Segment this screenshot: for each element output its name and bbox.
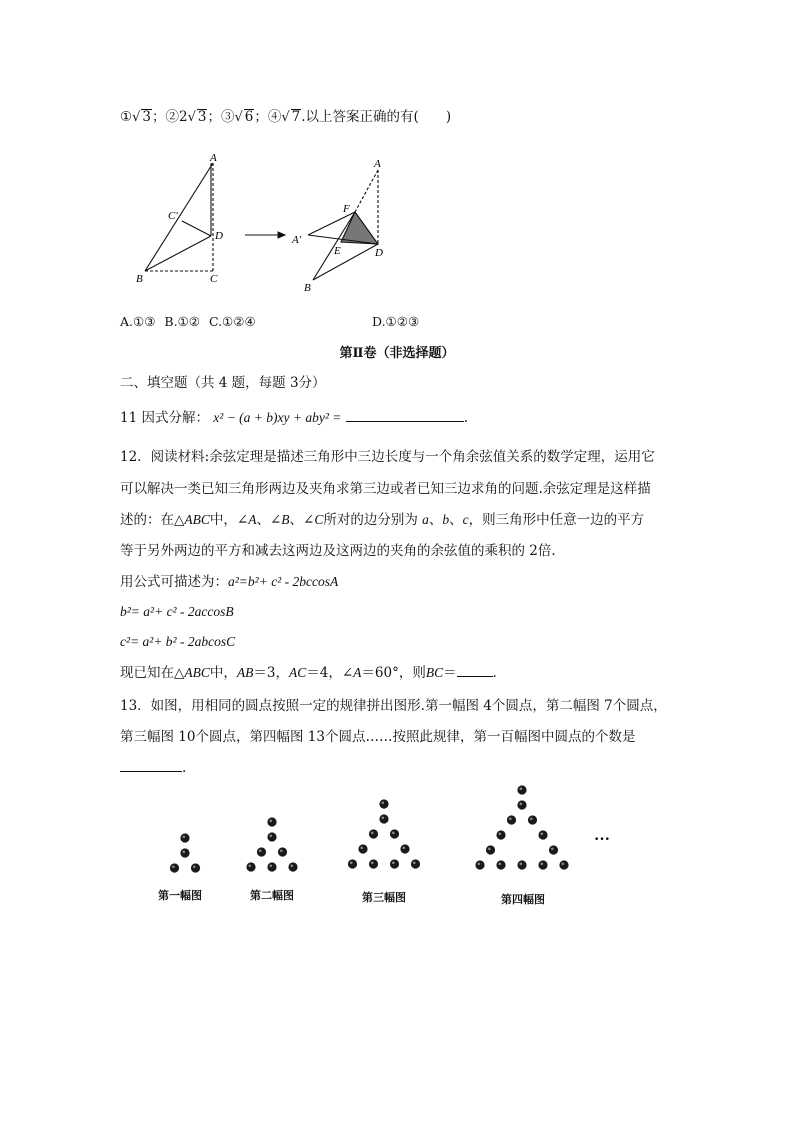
dot-highlight <box>270 820 273 823</box>
q12-given-text: ＝4，∠ <box>306 665 354 681</box>
q12-given-line <box>120 664 506 682</box>
q11-line: 11 因式分解： x² − (a + b)xy + aby² = . <box>120 410 468 426</box>
option-2-label: ；②2 <box>152 109 188 125</box>
label-d: D <box>215 230 223 242</box>
choice-d[interactable]: D.①②③ <box>372 314 420 329</box>
dot-highlight <box>520 788 523 791</box>
dot <box>517 860 526 869</box>
q13-line-3 <box>120 759 186 777</box>
q12-given-var: BC <box>425 665 444 680</box>
dot-highlight <box>193 866 196 869</box>
dot-highlight <box>350 862 353 865</box>
right-triangle <box>308 170 378 280</box>
q12-text: 所对的边分别为 <box>323 512 423 528</box>
dot <box>517 785 526 794</box>
dot-highlight <box>530 818 533 821</box>
dot <box>538 830 547 839</box>
ellipsis: ··· <box>594 831 611 848</box>
dot <box>411 859 420 868</box>
q12-given-var: ABC <box>184 665 210 680</box>
dot-pattern-figure <box>0 780 794 900</box>
dot-highlight <box>478 863 481 866</box>
dot-highlight <box>361 847 364 850</box>
dot-highlight <box>551 848 554 851</box>
label-f: F <box>343 203 350 215</box>
dot <box>170 863 179 872</box>
option-3-radicand: 6 <box>244 109 254 125</box>
dot <box>369 829 378 838</box>
caption-figure-1: 第一幅图 <box>158 889 202 902</box>
dot-highlight <box>403 847 406 850</box>
dot-highlight <box>392 832 395 835</box>
label-aprime: A' <box>292 234 302 246</box>
q12-line-3 <box>120 511 644 529</box>
shaded-triangle <box>341 212 378 244</box>
sqrt-icon: √ <box>187 110 196 125</box>
q12-text: 、 <box>428 512 443 528</box>
q12-given-text: ． <box>492 665 507 681</box>
formula-1: a²=b²+ c² - 2bccosA <box>228 574 339 589</box>
q13-line-1: 13．如图，用相同的圆点按照一定的规律拼出图形.第一幅图 4个圆点，第二幅图 7个圆点， <box>120 698 667 714</box>
triangle-fold-figure <box>130 148 420 298</box>
q10-question-suffix: .以上答案正确的有( ) <box>301 109 452 125</box>
q10-choices <box>120 313 256 331</box>
caption-figure-2: 第二幅图 <box>250 889 294 902</box>
label-d-right: D <box>375 247 383 259</box>
dot-highlight <box>183 836 186 839</box>
dot <box>358 844 367 853</box>
dot-highlight <box>488 848 491 851</box>
dot-highlight <box>499 833 502 836</box>
label-b: B <box>136 273 143 285</box>
q12-given-text: ＝60°，则 <box>361 665 426 681</box>
q11-prefix: 11 因式分解： <box>120 410 209 426</box>
dot-highlight <box>280 850 283 853</box>
label-c: C <box>210 273 218 285</box>
q12-formula-3: c²= a²+ b² - 2abcosC <box>120 634 236 649</box>
q12-given-var: AC <box>288 665 307 680</box>
dot-highlight <box>413 862 416 865</box>
option-4-radicand: 7 <box>291 109 301 125</box>
dot-highlight <box>392 862 395 865</box>
segment-a-f-dashed <box>355 170 378 212</box>
q12-var: a <box>422 512 429 527</box>
label-b-right: B <box>304 282 311 294</box>
dot <box>507 815 516 824</box>
q12-formula-2: b²= a²+ c² - 2accosB <box>120 604 234 619</box>
caption-figure-3: 第三幅图 <box>362 891 406 904</box>
q12-text: 、∠ <box>256 512 282 528</box>
dot-highlight <box>520 863 523 866</box>
dot-highlight <box>172 866 175 869</box>
dot <box>278 847 287 856</box>
dot <box>496 830 505 839</box>
q12-given-text: ＝3， <box>253 665 289 681</box>
dot <box>191 863 200 872</box>
choice-a[interactable]: A.①③ <box>120 314 156 329</box>
dot <box>257 847 266 856</box>
segment-d-b <box>313 244 378 280</box>
q12-var: B <box>281 512 290 527</box>
dot-highlight <box>371 832 374 835</box>
caption-figure-4: 第四幅图 <box>501 893 545 906</box>
dot-highlight <box>499 863 502 866</box>
q12-text: 、 <box>449 512 463 528</box>
label-e: E <box>334 245 341 257</box>
q12-given-var: AB <box>236 665 254 680</box>
dot-highlight <box>541 833 544 836</box>
dot <box>496 860 505 869</box>
q12-line-1: 12．阅读材料:余弦定理是描述三角形中三边长度与一个角余弦值关系的数学定理，运用它 <box>120 449 655 465</box>
dot-highlight <box>520 803 523 806</box>
dot <box>390 859 399 868</box>
sqrt-icon: √ <box>234 110 243 125</box>
q12-text: 述的：在△ <box>120 512 185 528</box>
dot <box>390 829 399 838</box>
q13-line-2: 第三幅图 10个圆点，第四幅图 13个圆点……按照此规律，第一百幅图中圆点的个数是 <box>120 729 636 745</box>
q12-answer-blank[interactable] <box>457 664 493 677</box>
q11-answer-blank[interactable] <box>346 409 464 422</box>
dot-highlight <box>183 851 186 854</box>
option-3-label: ；③ <box>207 109 235 125</box>
segment-bd <box>145 236 211 271</box>
dot <box>549 845 558 854</box>
dot <box>246 862 255 871</box>
label-a-right: A <box>374 158 381 170</box>
dot <box>517 800 526 809</box>
option-2-radicand: 3 <box>197 109 207 125</box>
q12-var: c <box>462 512 469 527</box>
segment-ab <box>145 163 213 271</box>
q13-end: . <box>182 760 187 776</box>
dot <box>180 848 189 857</box>
option-1-radicand: 3 <box>142 109 151 125</box>
q12-formula-1-line <box>120 573 338 591</box>
dot <box>379 814 388 823</box>
q10-choice-d-wrap <box>372 313 419 331</box>
q12-given-text: 现已知在△ <box>120 665 185 681</box>
q12-given-text: 中， <box>209 665 237 681</box>
dot-highlight <box>291 865 294 868</box>
q11-expression: x² − (a + b)xy + aby² = <box>213 410 342 425</box>
sqrt-icon: √ <box>132 110 141 125</box>
dot <box>379 799 388 808</box>
q12-given-var: A <box>353 665 362 680</box>
q12-var: A <box>248 512 257 527</box>
dot-highlight <box>371 862 374 865</box>
option-4-label: ；④ <box>254 109 282 125</box>
label-a: A <box>210 152 217 164</box>
choice-b[interactable]: B.①② <box>164 314 200 329</box>
option-1-label: ① <box>120 109 133 125</box>
q12-line-2: 可以解决一类已知三角形两边及夹角求第三边或者已知三边求角的问题.余弦定理是这样描 <box>120 481 651 497</box>
part2-title: 第Ⅱ卷（非选择题） <box>339 346 455 361</box>
q12-var: b <box>442 512 450 527</box>
q12-var: ABC <box>184 512 210 527</box>
dot-highlight <box>541 863 544 866</box>
dot-highlight <box>259 850 262 853</box>
dot-highlight <box>562 863 565 866</box>
dot <box>475 860 484 869</box>
q10-options-line <box>120 108 451 127</box>
dot-highlight <box>270 865 273 868</box>
dot <box>267 817 276 826</box>
segment-cprime-d <box>182 221 211 236</box>
dot-highlight <box>270 835 273 838</box>
left-triangle <box>145 163 213 271</box>
choice-c[interactable]: C.①②④ <box>208 314 256 329</box>
q12-var: C <box>314 512 324 527</box>
dot <box>267 862 276 871</box>
dot-highlight <box>509 818 512 821</box>
dot <box>288 862 297 871</box>
dots-layer <box>170 785 569 872</box>
q12-text: 、∠ <box>289 512 315 528</box>
dot <box>180 833 189 842</box>
q12-line-4: 等于另外两边的平方和减去这两边及这两边的夹角的余弦值的乘积的 2倍． <box>120 543 565 559</box>
dot <box>267 832 276 841</box>
arrow-icon <box>245 232 285 238</box>
dot-highlight <box>382 802 385 805</box>
dot <box>538 860 547 869</box>
dot <box>369 859 378 868</box>
q12-text: ，则三角形中任意一边的平方 <box>468 512 645 528</box>
dot <box>400 844 409 853</box>
formula-intro: 用公式可描述为： <box>120 574 228 590</box>
q12-text: 中，∠ <box>209 512 249 528</box>
label-cprime: C' <box>168 210 178 222</box>
dot <box>486 845 495 854</box>
q12-given-text: ＝ <box>443 665 457 681</box>
dot <box>528 815 537 824</box>
dot <box>559 860 568 869</box>
section-heading: 二、填空题（共 4 题，每题 3分） <box>120 375 326 391</box>
sqrt-icon: √ <box>281 110 290 125</box>
dot-highlight <box>382 817 385 820</box>
dot-highlight <box>249 865 252 868</box>
dot <box>348 859 357 868</box>
q13-answer-blank[interactable] <box>120 759 182 772</box>
